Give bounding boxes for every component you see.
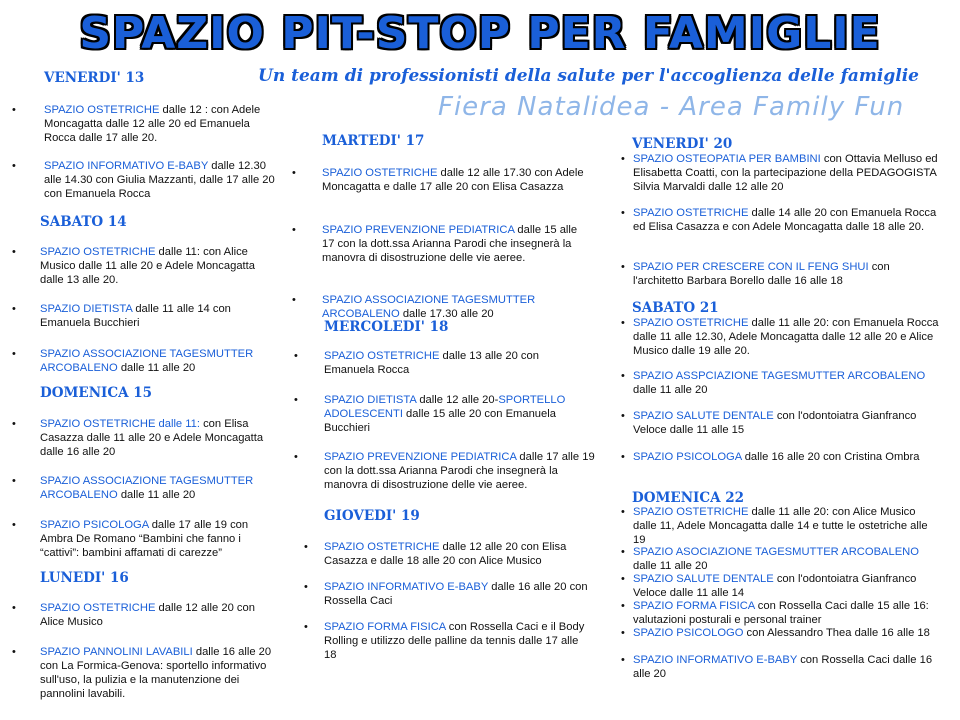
service-details: dalle 11 alle 20 (633, 384, 708, 396)
bullet-icon: • (621, 546, 625, 558)
service-details: con Rossella Caci e il Body Rolling e utilizzo delle palline da tennis dalle 17 alle 18 (324, 621, 585, 661)
day-heading: VENERDI' 13 (44, 70, 145, 86)
service-details: dalle 17 alle 19 con Ambra De Romano “Bambini che fanno i “cattivi”: bambini affamati di carezze” (40, 519, 249, 559)
service-name: SPAZIO PREVENZIONE PEDIATRICA (322, 224, 515, 236)
schedule-item (294, 450, 604, 492)
schedule-item (621, 505, 939, 547)
service-name: SPAZIO DIETISTA (40, 303, 133, 315)
service-details: con Elisa Casazza dalle 11 alle 20 e Adele Moncagatta dalle 16 alle 20 (40, 418, 264, 458)
service-name: SPAZIO OSTETRICHE (633, 207, 749, 219)
service-details: dalle 11 alle 20: con Emanuela Rocca dalle 11 alle 12.30, Adele Moncagatta dalle 12 alle 20 e Alice Musico dalle 19 alle 20. (633, 317, 939, 357)
service-details: dalle 17.30 alle 20 (399, 308, 494, 320)
service-details: con l'architetto Barbara Borello dalle 16 alle 18 (633, 261, 890, 287)
schedule-item (621, 572, 939, 600)
service-details: dalle 11 alle 20: con Alice Musico dalle 11, Adele Moncagatta dalle 14 e tutte le ostetriche alle 19 (633, 506, 928, 546)
schedule-item (12, 159, 284, 201)
service-name: SPAZIO INFORMATIVO E-BABY (44, 160, 209, 172)
service-details: dalle 11: con Alice Musico dalle 11 alle 20 e Adele Moncagatta dalle 13 alle 20. (40, 246, 255, 286)
service-name: SPAZIO OSTEOPATIA PER BAMBINI (633, 153, 821, 165)
service-details: dalle 16 alle 20 con Cristina Ombra (741, 451, 920, 463)
schedule-item (621, 152, 939, 194)
service-name: SPAZIO SALUTE DENTALE (633, 573, 774, 585)
service-name: SPAZIO ASSPCIAZIONE TAGESMUTTER ARCOBALENO (633, 370, 926, 382)
schedule-item (621, 369, 939, 397)
service-details: dalle 11 alle 14 con Emanuela Bucchieri (40, 303, 231, 329)
service-details: dalle 11 alle 20 (633, 560, 708, 572)
bullet-icon: • (621, 207, 625, 219)
service-details: con l'odontoiatra Gianfranco Veloce dalle 11 alle 15 (633, 410, 917, 436)
bullet-icon: • (12, 418, 16, 430)
service-name: SPAZIO SALUTE DENTALE (633, 410, 774, 422)
schedule-item (12, 417, 280, 459)
bullet-icon: • (621, 410, 625, 422)
schedule-item (621, 450, 939, 464)
schedule-item (12, 347, 280, 375)
service-details: dalle 14 alle 20 con Emanuela Rocca ed Elisa Casazza e con Adele Moncagatta dalle 18 alle 20. (633, 207, 937, 233)
service-name: SPAZIO OSTETRICHE (324, 350, 440, 362)
day-heading: GIOVEDI' 19 (324, 508, 420, 524)
service-details: dalle 15 alle 17 con la dott.ssa Arianna Parodi che insegnerà la manovra di disostruzione delle vie aeree. (322, 224, 578, 264)
service-details: dalle 11 alle 20 (117, 489, 196, 501)
service-details: dalle 11 alle 20 (117, 362, 196, 374)
bullet-icon: • (621, 573, 625, 585)
bullet-icon: • (294, 451, 298, 463)
service-name: SPAZIO FORMA FISICA (324, 621, 446, 633)
bullet-icon: • (621, 370, 625, 382)
bullet-icon: • (12, 602, 16, 614)
service-details: dalle 12.30 alle 14.30 con Giulia Mazzanti, dalle 17 alle 20 con Emanuela Rocca (44, 160, 275, 200)
bullet-icon: • (12, 246, 16, 258)
day-heading: DOMENICA 22 (632, 490, 745, 506)
day-heading: LUNEDI' 16 (40, 570, 129, 586)
bullet-icon: • (12, 475, 16, 487)
schedule-item (621, 409, 939, 437)
bullet-icon: • (304, 621, 308, 633)
service-name: SPAZIO OSTETRICHE (40, 246, 156, 258)
service-name: SPAZIO PSICOLOGA (633, 451, 742, 463)
service-name: SPAZIO ASSOCIAZIONE TAGESMUTTER ARCOBALENO (40, 348, 254, 374)
service-name: SPORTELLO ADOLESCENTI (324, 394, 566, 420)
service-details: dalle 12 alle 17.30 con Adele Moncagatta e dalle 17 alle 20 con Elisa Casazza (322, 167, 584, 193)
service-details: dalle 17 alle 19 con la dott.ssa Arianna Parodi che insegnerà la manovra di disostruzione delle vie aeree. (324, 451, 595, 491)
service-name: SPAZIO ASSOCIAZIONE TAGESMUTTER ARCOBALENO (322, 294, 536, 320)
service-details: con Rossella Caci dalle 15 alle 16: valutazioni posturali e personal trainer (633, 600, 929, 626)
service-name: SPAZIO PER CRESCERE CON IL FENG SHUI (633, 261, 869, 273)
schedule-item (621, 599, 939, 627)
service-details: con Alessandro Thea dalle 16 alle 18 (743, 627, 930, 639)
service-details: dalle 16 alle 20 con Rossella Caci (324, 581, 588, 607)
service-name: SPAZIO OSTETRICHE (633, 506, 749, 518)
service-details: dalle 16 alle 20 con La Formica-Genova: sportello informativo sull'uso, la pulizia e la manutenzione dei pannolini lavabili. (40, 646, 272, 700)
bullet-icon: • (304, 581, 308, 593)
service-name: SPAZIO PANNOLINI LAVABILI (40, 646, 193, 658)
bullet-icon: • (12, 303, 16, 315)
schedule-item (621, 316, 939, 358)
bullet-icon: • (12, 160, 16, 172)
bullet-icon: • (621, 317, 625, 329)
bullet-icon: • (292, 294, 296, 306)
bullet-icon: • (621, 627, 625, 639)
day-heading: SABATO 14 (40, 214, 127, 230)
schedule-item (621, 626, 939, 640)
service-name: SPAZIO ASSOCIAZIONE TAGESMUTTER ARCOBALENO (40, 475, 254, 501)
day-heading: DOMENICA 15 (40, 385, 153, 401)
service-name: SPAZIO FORMA FISICA (633, 600, 755, 612)
schedule-item (621, 260, 939, 288)
schedule-item (12, 245, 280, 287)
service-name: SPAZIO PREVENZIONE PEDIATRICA (324, 451, 517, 463)
schedule-item (294, 393, 586, 435)
bullet-icon: • (621, 654, 625, 666)
bullet-icon: • (621, 600, 625, 612)
bullet-icon: • (621, 153, 625, 165)
page-subtitle: Un team di professionisti della salute per l'accoglienza delle famiglie (258, 66, 919, 86)
service-name: SPAZIO OSTETRICHE dalle 11: (40, 418, 200, 430)
schedule-item (12, 302, 280, 330)
day-heading: SABATO 21 (632, 300, 719, 316)
schedule-item (304, 540, 590, 568)
bullet-icon: • (621, 506, 625, 518)
service-name: SPAZIO OSTETRICHE (322, 167, 438, 179)
schedule-item (304, 620, 590, 662)
service-details: dalle 12 alle 20 con Elisa Casazza e dalle 18 alle 20 con Alice Musico (324, 541, 567, 567)
service-name: SPAZIO OSTETRICHE (44, 104, 160, 116)
service-details: con l'odontoiatra Gianfranco Veloce dalle 11 alle 14 (633, 573, 917, 599)
schedule-item (12, 474, 280, 502)
service-details: dalle 12 alle 20 con Alice Musico (40, 602, 255, 628)
day-heading: MERCOLEDI' 18 (324, 319, 449, 335)
bullet-icon: • (621, 451, 625, 463)
bullet-icon: • (621, 261, 625, 273)
bullet-icon: • (294, 350, 298, 362)
schedule-item (621, 653, 939, 681)
bullet-icon: • (12, 519, 16, 531)
service-name: SPAZIO PSICOLOGO (633, 627, 744, 639)
page-title: SPAZIO PIT-STOP PER FAMIGLIE (79, 8, 881, 59)
day-heading: MARTEDI' 17 (322, 133, 425, 149)
service-details: dalle 12 alle 20- (416, 394, 499, 406)
schedule-item (12, 103, 284, 145)
schedule-item (294, 349, 586, 377)
service-details: dalle 13 alle 20 con Emanuela Rocca (324, 350, 539, 376)
bullet-icon: • (12, 104, 16, 116)
service-name: SPAZIO INFORMATIVO E-BABY (633, 654, 798, 666)
service-details: dalle 15 alle 20 con Emanuela Bucchieri (324, 408, 556, 434)
schedule-item (621, 545, 939, 573)
service-name: SPAZIO PSICOLOGA (40, 519, 149, 531)
service-name: SPAZIO INFORMATIVO E-BABY (324, 581, 489, 593)
schedule-item (12, 518, 280, 560)
bullet-icon: • (304, 541, 308, 553)
event-name: Fiera Natalidea - Area Family Fun (438, 92, 905, 122)
service-name: SPAZIO ASOCIAZIONE TAGESMUTTER ARCOBALENO (633, 546, 919, 558)
service-details: dalle 12 : con Adele Moncagatta dalle 12 alle 20 ed Emanuela Rocca dalle 17 alle 20. (44, 104, 261, 144)
bullet-icon: • (294, 394, 298, 406)
schedule-item (12, 645, 280, 701)
schedule-item (304, 580, 590, 608)
schedule-item (292, 293, 584, 321)
service-name: SPAZIO OSTETRICHE (324, 541, 440, 553)
service-details: con Rossella Caci dalle 16 alle 20 (633, 654, 933, 680)
schedule-item (12, 601, 280, 629)
service-name: SPAZIO OSTETRICHE (633, 317, 749, 329)
schedule-item (621, 206, 939, 234)
schedule-item (292, 166, 584, 194)
service-name: SPAZIO OSTETRICHE (40, 602, 156, 614)
service-details: con Ottavia Melluso ed Elisabetta Coatti, con la partecipazione della PEDAGOGISTA Silvia Marvaldi dalle 12 alle 20 (633, 153, 938, 193)
service-name: SPAZIO DIETISTA (324, 394, 417, 406)
schedule-item (292, 223, 584, 265)
bullet-icon: • (12, 348, 16, 360)
bullet-icon: • (292, 224, 296, 236)
bullet-icon: • (12, 646, 16, 658)
bullet-icon: • (292, 167, 296, 179)
day-heading: VENERDI' 20 (632, 136, 733, 152)
